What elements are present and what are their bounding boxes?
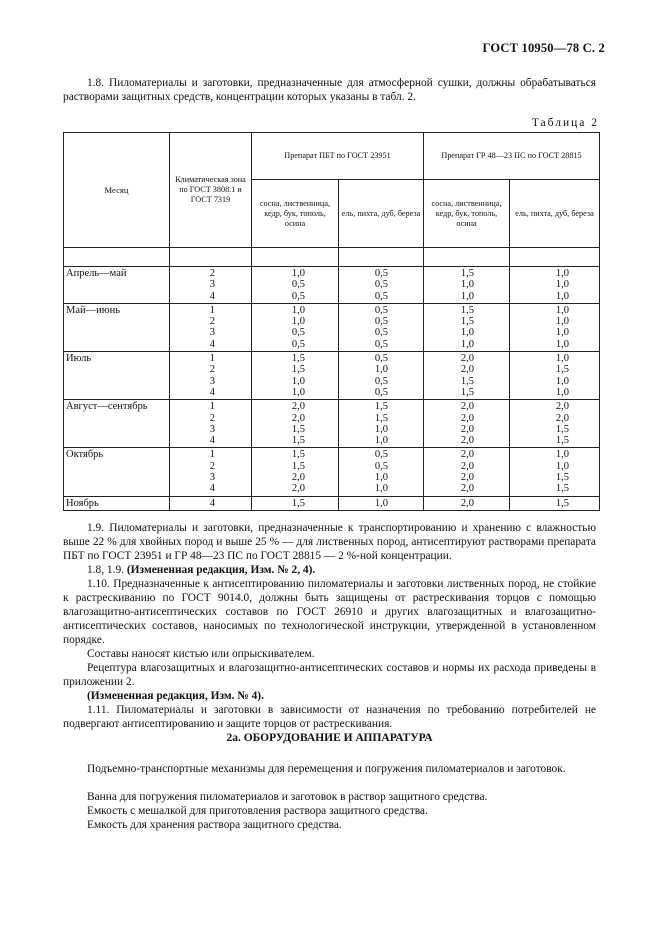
value: 1,5 [460,268,474,279]
month-cell: Апрель—май [64,267,170,304]
gr-softwood-cell [424,400,510,448]
value: 2,0 [460,460,474,472]
equipment-item-2: Ванна для погружения пиломатериалов и заготовок в раствор защитного средства. [87,791,488,803]
paragraph-1-8: 1.8. Пиломатериалы и заготовки, предназначенные для атмосферной сушки, должны обрабатываться растворами защитных средств, концентрации которых указаны в табл. 2. [63,77,596,103]
zone-cell [170,400,252,448]
edit-note-1-prefix: 1.8, 1.9. [87,564,125,576]
pbt-hardwood-cell [339,352,424,400]
value: 1,0 [555,304,570,316]
pbt-softwood-cell [252,303,339,351]
gr-softwood-cell [424,267,510,304]
gr-softwood-cell [424,303,510,351]
value: 1,0 [374,483,388,495]
value: 2,0 [555,401,570,413]
gr-hardwood-cell [510,400,600,448]
gr-softwood-cell [424,448,510,496]
value: 1 [209,304,215,316]
pbt-softwood-cell [252,448,339,496]
value: 1 [209,353,215,365]
value: 1,5 [374,412,388,424]
value: 4 [209,338,215,350]
edit-note-1-bold: (Измененная редакция, Изм. № 2, 4). [126,564,316,576]
value: 2,0 [555,412,570,424]
value: 1,5 [555,472,570,484]
month-cell: Октябрь [64,448,170,496]
value: 2 [209,268,215,279]
gr-hardwood-cell [510,303,600,351]
pbt-hardwood-cell [339,496,424,510]
value: 0,5 [374,386,388,398]
value: 1,5 [291,364,305,376]
pbt-softwood-cell [252,496,339,510]
value: 1,0 [460,338,474,350]
subheader-pbt-b: ель, пихта, дуб, береза [339,180,424,248]
paragraph-recipe: Рецептура влагозащитных и влагозащитно-антисептических составов и нормы их расхода приведены в приложении 2. [63,662,596,688]
value: 0,5 [374,353,388,365]
value: 2,0 [460,353,474,365]
value: 1,5 [374,401,388,413]
value: 1,0 [291,375,305,387]
value: 0,5 [374,375,388,387]
value: 4 [209,435,215,447]
month-cell: Июль [64,352,170,400]
value: 0,5 [374,316,388,328]
gr-hardwood-cell [510,267,600,304]
value: 1,0 [555,386,570,398]
edit-note-1 [63,563,596,577]
value: 2,0 [460,423,474,435]
value: 1,0 [460,279,474,291]
value: 1,5 [291,353,305,365]
value: 1,0 [374,364,388,376]
value: 1,0 [555,290,570,302]
value: 1,0 [555,327,570,339]
value: 1,0 [291,304,305,316]
pbt-hardwood-cell [339,303,424,351]
value: 2,0 [460,449,474,461]
value: 1,5 [291,423,305,435]
header-pbt: Препарат ПБТ по ГОСТ 23951 [252,133,424,180]
value: 1,0 [555,338,570,350]
subheader-gr-c: сосна, лиственница, кедр, бук, тополь, осина [424,180,510,248]
gr-hardwood-cell [510,448,600,496]
pbt-hardwood-cell [339,400,424,448]
value: 2,0 [460,401,474,413]
value: 0,5 [374,449,388,461]
paragraph-brush: Составы наносят кистью или опрыскивателем. [87,648,315,660]
value: 4 [209,483,215,495]
value: 1,0 [374,497,388,509]
value: 0,5 [374,290,388,302]
value: 0,5 [374,327,388,339]
value: 1,0 [555,449,570,461]
value: 0,5 [291,338,305,350]
value: 1,5 [291,497,305,509]
value: 0,5 [291,327,305,339]
value: 1,0 [291,386,305,398]
paragraph-1-11: 1.11. Пиломатериалы и заготовки в зависимости от назначения по требованию потребителей не подвергают антисептированию и защите торцов от растрескивания. [63,704,596,730]
value: 1,5 [460,375,474,387]
value: 2 [209,460,215,472]
table-row [64,448,600,496]
zone-cell [170,352,252,400]
pbt-hardwood-cell [339,448,424,496]
value: 4 [209,497,215,509]
value: 1,0 [291,268,305,279]
value: 3 [209,327,215,339]
table-row [64,400,600,448]
pbt-softwood-cell [252,267,339,304]
value: 1,0 [374,423,388,435]
zone-cell [170,303,252,351]
gr-softwood-cell [424,352,510,400]
value: 1,0 [460,327,474,339]
equipment-item-3: Емкость с мешалкой для приготовления раствора защитного средства. [87,805,428,817]
zone-cell [170,496,252,510]
pbt-softwood-cell [252,352,339,400]
value: 1,0 [460,290,474,302]
value: 1,5 [460,316,474,328]
header-zone: Климатическая зона по ГОСТ 3808.1 и ГОСТ 7319 [170,133,252,248]
value: 0,5 [374,460,388,472]
value: 2,0 [291,472,305,484]
value: 1,0 [555,279,570,291]
value: 2,0 [460,435,474,447]
value: 1,5 [555,483,570,495]
value: 4 [209,290,215,302]
gr-hardwood-cell [510,496,600,510]
equipment-item-1: Подъемно-транспортные механизмы для перемещения и погружения пиломатериалов и заготовок. [87,763,566,775]
value: 2 [209,364,215,376]
pbt-softwood-cell [252,400,339,448]
equipment-item-4: Емкость для хранения раствора защитного средства. [87,819,342,831]
value: 3 [209,375,215,387]
zone-cell [170,448,252,496]
value: 1,5 [291,435,305,447]
header-gr: Препарат ГР 48—23 ПС по ГОСТ 28815 [424,133,600,180]
month-cell: Ноябрь [64,496,170,510]
value: 1,0 [555,460,570,472]
zone-cell [170,267,252,304]
table-row [64,267,600,304]
value: 4 [209,386,215,398]
value: 2 [209,412,215,424]
header-month: Месяц [64,133,170,248]
page-header: ГОСТ 10950—78 С. 2 [482,41,605,55]
value: 1 [209,449,215,461]
table-caption: Таблица 2 [531,117,599,129]
value: 1,0 [291,316,305,328]
gr-hardwood-cell [510,352,600,400]
value: 3 [209,423,215,435]
month-cell: Май—июнь [64,303,170,351]
subheader-pbt-a: сосна, лиственница, кедр, бук, тополь, осина [252,180,339,248]
section-title: 2а. ОБОРУДОВАНИЕ И АППАРАТУРА [226,732,433,744]
value: 1,5 [555,423,570,435]
value: 2,0 [460,483,474,495]
pbt-hardwood-cell [339,267,424,304]
value: 0,5 [374,279,388,291]
value: 1,0 [374,472,388,484]
month-cell: Август—сентябрь [64,400,170,448]
value: 2,0 [460,472,474,484]
value: 1,0 [555,353,570,365]
value: 1,5 [291,460,305,472]
value: 1,0 [555,268,570,279]
value: 2,0 [460,412,474,424]
table-body [64,248,600,511]
value: 2,0 [291,401,305,413]
concentration-table [63,132,599,511]
value: 1,5 [460,386,474,398]
value: 1,0 [374,435,388,447]
subheader-gr-d: ель, пихта, дуб, береза [510,180,600,248]
value: 2,0 [460,364,474,376]
table-row [64,352,600,400]
value: 1,5 [291,449,305,461]
value: 1,5 [460,304,474,316]
table-row [64,496,600,510]
value: 1,5 [555,435,570,447]
edit-note-2 [63,689,596,703]
value: 1,5 [555,364,570,376]
paragraph-1-9: 1.9. Пиломатериалы и заготовки, предназначенные к транспортированию и хранению с влажностью выше 22 % для хвойных пород и выше 25 % — для лиственных пород, антисептируют растворами препарата ПБТ по ГОСТ 23951 и ГР 48—23 ПС по ГОСТ 28815 — 2 %-ной концентрации. [63,522,596,562]
value: 0,5 [291,290,305,302]
value: 0,5 [374,338,388,350]
value: 3 [209,472,215,484]
value: 2 [209,316,215,328]
value: 0,5 [374,304,388,316]
edit-note-2-bold: (Измененная редакция, Изм. № 4). [87,690,264,702]
value: 1,0 [555,316,570,328]
value: 0,5 [291,279,305,291]
paragraph-1-10: 1.10. Предназначенные к антисептированию пиломатериалы и заготовки лиственных пород, не стойкие к растрескиванию по ГОСТ 9014.0, должны быть защищены от растрескивания торцов с помощью влагозащитно-антисептических составов по ГОСТ 26910 и других влагозащитных и влагозащитно-антисептических составов, наносимых по технологической инструкции, утвержденной в установленном порядке. [63,578,596,646]
gr-softwood-cell [424,496,510,510]
value: 0,5 [374,268,388,279]
value: 1 [209,401,215,413]
value: 3 [209,279,215,291]
value: 2,0 [291,483,305,495]
value: 2,0 [291,412,305,424]
table-row [64,303,600,351]
value: 1,0 [555,375,570,387]
value: 2,0 [460,497,474,509]
value: 1,5 [555,497,570,509]
